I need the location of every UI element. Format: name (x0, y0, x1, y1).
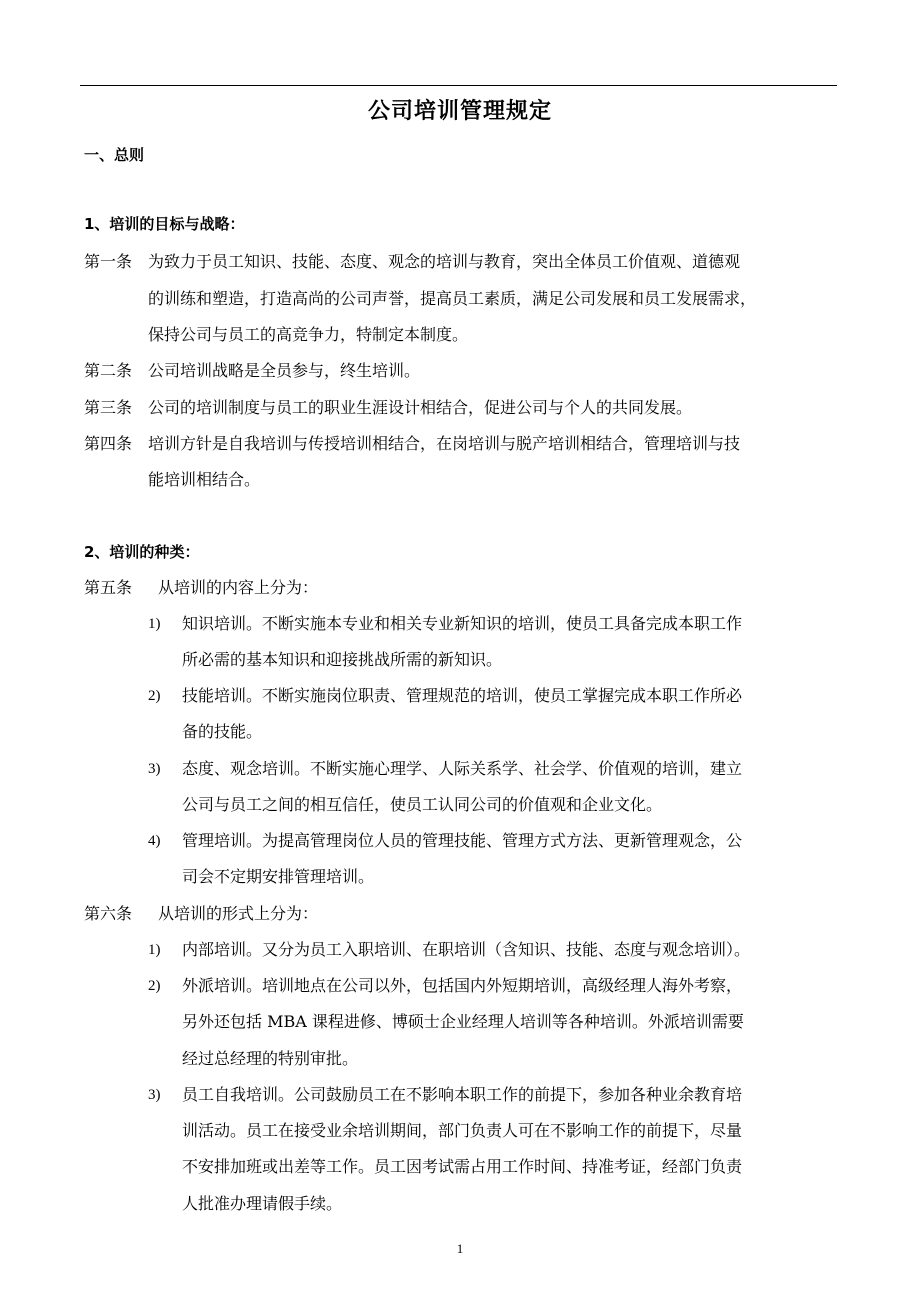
article-5-item-4-line-1: 管理培训。为提高管理岗位人员的管理技能、管理方式方法、更新管理观念，公 (182, 831, 743, 850)
article-1-label: 第一条 (84, 252, 133, 271)
article-4-line-2: 能培训相结合。 (148, 470, 261, 489)
article-5-item-3-number: 3) (148, 761, 161, 777)
article-2-label: 第二条 (84, 361, 133, 380)
article-4-label: 第四条 (84, 434, 133, 453)
article-5-item-1-line-1: 知识培训。不断实施本专业和相关专业新知识的培训，使员工具备完成本职工作 (182, 614, 743, 633)
article-5-item-3-line-1: 态度、观念培训。不断实施心理学、人际关系学、社会学、价值观的培训，建立 (182, 759, 743, 778)
article-5-item-3-line-2: 公司与员工之间的相互信任，使员工认同公司的价值观和企业文化。 (182, 795, 663, 814)
article-5-item-2-line-2: 备的技能。 (182, 722, 263, 741)
article-1-line-1: 为致力于员工知识、技能、态度、观念的培训与教育，突出全体员工价值观、道德观 (148, 252, 741, 271)
article-6-item-2-line-1: 外派培训。培训地点在公司以外，包括国内外短期培训，高级经理人海外考察， (182, 976, 743, 995)
article-2-line-1: 公司培训战略是全员参与，终生培训。 (148, 361, 421, 380)
article-6-item-1-number: 1) (148, 942, 161, 958)
article-5-item-1-line-2: 所必需的基本知识和迎接挑战所需的新知识。 (182, 650, 503, 669)
article-6-item-3-line-3: 不安排加班或出差等工作。员工因考试需占用工作时间、持准考证，经部门负责 (182, 1157, 743, 1176)
article-6-item-3-number: 3) (148, 1087, 161, 1103)
article-5-item-4-number: 4) (148, 833, 161, 849)
article-5-label: 第五条 (84, 578, 133, 597)
article-6-item-3-line-1: 员工自我培训。公司鼓励员工在不影响本职工作的前提下，参加各种业余教育培 (182, 1085, 743, 1104)
article-6-item-2-line-3: 经过总经理的特别审批。 (182, 1049, 359, 1068)
article-5-item-4-line-2: 司会不定期安排管理培训。 (182, 867, 375, 886)
article-5-item-2-line-1: 技能培训。不断实施岗位职责、管理规范的培训，使员工掌握完成本职工作所必 (182, 686, 743, 705)
section-heading-general: 一、总则 (84, 146, 145, 164)
article-3-label: 第三条 (84, 398, 133, 417)
article-6-item-2-number: 2) (148, 978, 161, 994)
article-6-label: 第六条 (84, 904, 133, 923)
header-rule (80, 85, 837, 86)
article-5-item-1-number: 1) (148, 616, 161, 632)
article-6-item-2-line-2: 另外还包括 MBA 课程进修、博硕士企业经理人培训等各种培训。外派培训需要 (182, 1012, 744, 1031)
subsection-heading-types: 2、培训的种类： (84, 543, 200, 561)
document-title: 公司培训管理规定 (367, 99, 552, 124)
article-6-item-3-line-4: 人批准办理请假手续。 (182, 1194, 343, 1213)
subsection-heading-goals: 1、培训的目标与战略： (84, 215, 245, 233)
article-6-item-3-line-2: 训活动。员工在接受业余培训期间，部门负责人可在不影响工作的前提下，尽量 (182, 1121, 743, 1140)
article-6-item-1-line-1: 内部培训。又分为员工入职培训、在职培训（含知识、技能、态度与观念培训）。 (182, 940, 751, 959)
article-6-text: 从培训的形式上分为： (158, 904, 319, 923)
article-3-line-1: 公司的培训制度与员工的职业生涯设计相结合，促进公司与个人的共同发展。 (148, 398, 693, 417)
article-1-line-2: 的训练和塑造，打造高尚的公司声誉，提高员工素质，满足公司发展和员工发展需求， (148, 289, 757, 308)
page-number: 1 (456, 1241, 464, 1256)
article-4-line-1: 培训方针是自我培训与传授培训相结合，在岗培训与脱产培训相结合，管理培训与技 (148, 434, 741, 453)
article-5-text: 从培训的内容上分为： (158, 578, 319, 597)
article-1-line-3: 保持公司与员工的高竞争力，特制定本制度。 (148, 325, 469, 344)
article-5-item-2-number: 2) (148, 688, 161, 704)
